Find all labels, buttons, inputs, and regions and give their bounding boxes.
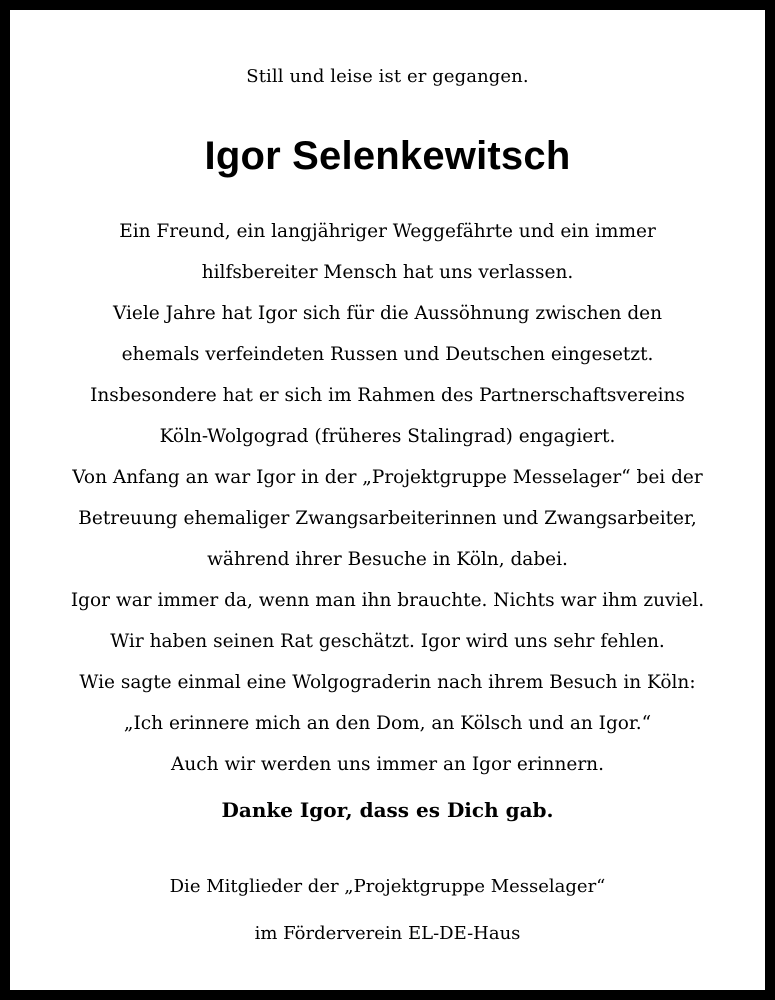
body-line: Betreuung ehemaliger Zwangsarbeiterinnen und Zwangsarbeiter, [78, 508, 697, 529]
body-line: Viele Jahre hat Igor sich für die Aussöhnung zwischen den [112, 303, 663, 324]
body-line: ehemals verfeindeten Russen und Deutschen eingesetzt. [121, 344, 654, 365]
body-line: Wir haben seinen Rat geschätzt. Igor wird uns sehr fehlen. [110, 631, 665, 652]
signature-line-2: im Förderverein EL-DE-Haus [254, 923, 521, 944]
body-line: Igor war immer da, wenn man ihn brauchte. Nichts war ihm zuviel. [70, 590, 705, 611]
body-line: hilfsbereiter Mensch hat uns verlassen. [201, 262, 574, 283]
deceased-name: Igor Selenkewitsch [204, 134, 571, 178]
body-line: Ein Freund, ein langjähriger Weggefährte und ein immer [119, 221, 656, 242]
body-line: Köln-Wolgograd (früheres Stalingrad) engagiert. [159, 426, 616, 447]
body-line: Insbesondere hat er sich im Rahmen des Partnerschaftsvereins [90, 385, 685, 406]
body-line: Wie sagte einmal eine Wolgograderin nach ihrem Besuch in Köln: [79, 672, 696, 693]
closing-line: Danke Igor, dass es Dich gab. [221, 798, 554, 822]
body-line: während ihrer Besuche in Köln, dabei. [207, 549, 568, 570]
body-line: „Ich erinnere mich an den Dom, an Kölsch und an Igor.“ [123, 713, 652, 734]
intro-line: Still und leise ist er gegangen. [246, 66, 529, 87]
body-line: Auch wir werden uns immer an Igor erinnern. [171, 754, 604, 775]
signature-line-1: Die Mitglieder der „Projektgruppe Messelager“ [169, 876, 606, 897]
body-line: Von Anfang an war Igor in der „Projektgruppe Messelager“ bei der [72, 467, 703, 488]
